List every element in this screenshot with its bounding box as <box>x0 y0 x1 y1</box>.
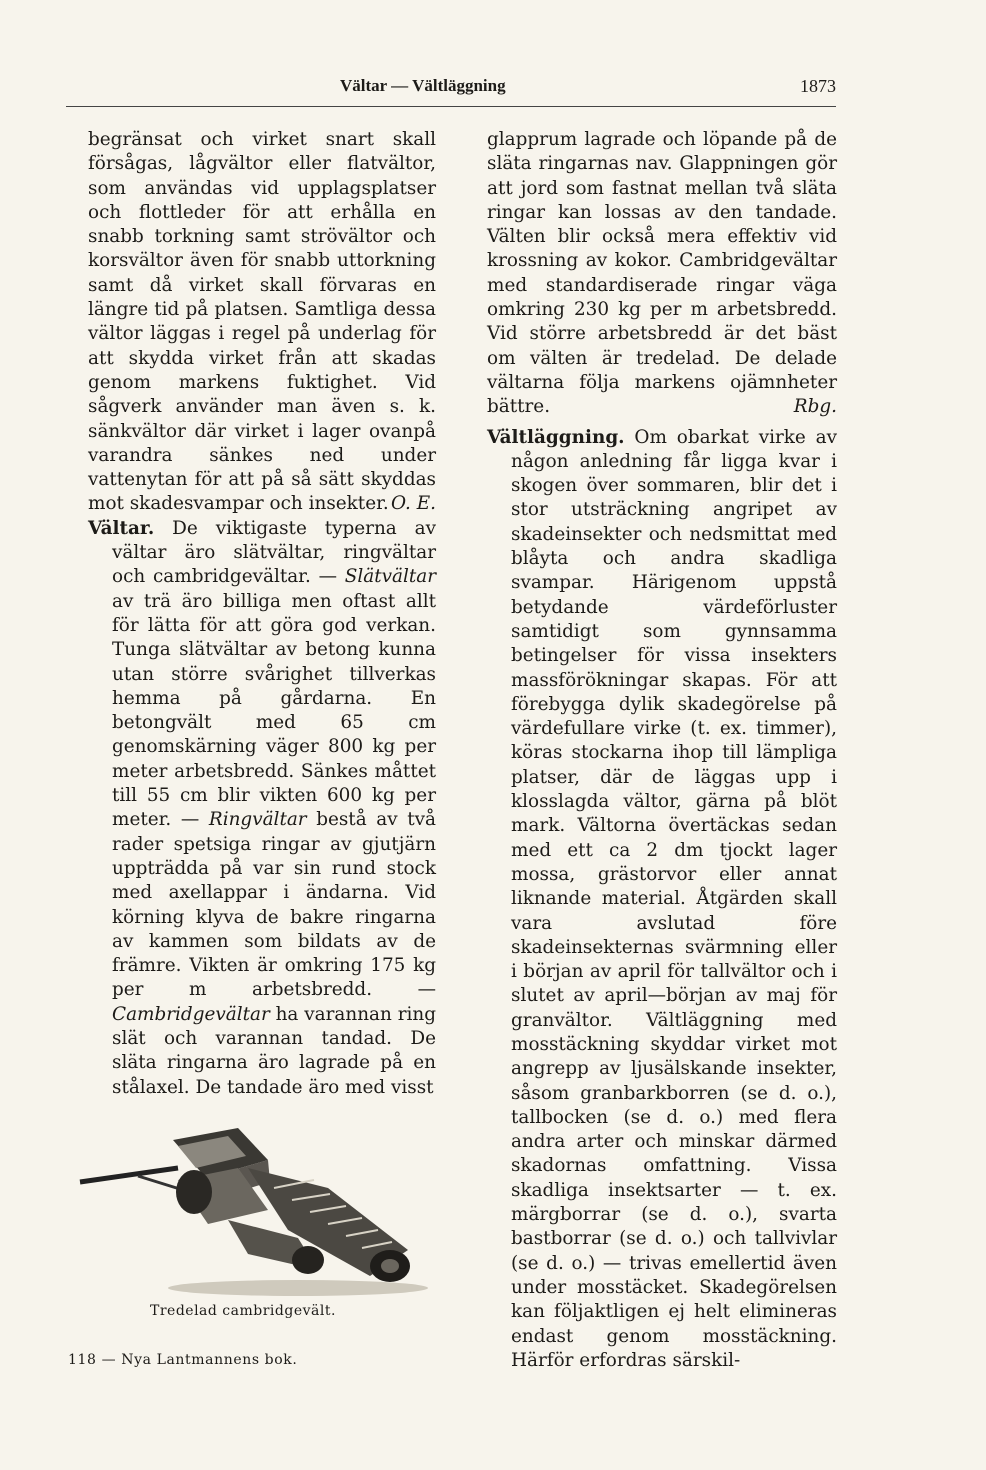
paragraph-text: glapprum lagrade och löpande på de släta ringarnas nav. Glappningen gör att jord som fastnat mellan två släta ringar kan lossas av den tandade. Välten blir också mera effektiv vid krossning av kokor. Cambridgevältar med standardiserade ringar väga omkring 230 kg per m arbetsbredd. Vid större arbetsbredd är det bäst om välten är tredelad. De delade vältarna följa markens ojämnheter bättre. <box>487 129 837 418</box>
paragraph-continued <box>88 128 436 517</box>
cambridge-roller-photo <box>78 1120 448 1300</box>
entry-heading: Vältläggning. <box>487 426 625 448</box>
entry-heading: Vältar. <box>88 517 155 539</box>
running-header <box>66 76 836 107</box>
term-ringvaltar: Ringvältar <box>208 809 307 831</box>
paragraph-text: begränsat och virket snart skall försågas, lågvältor eller flatvältor, som användas vid upplagsplatser och flottleder för att erhålla en snabb torkning samt strövältor och korsvältor även för snabb uttorkning samt då virket skall förvaras en längre tid på platsen. Samtliga dessa vältor läggas i regel på underlag för att skydda virket från att skadas genom markens fuktighet. Vid sågverk använder man även s. k. sänkvältor där virket i lager ovanpå varandra sänkes ned under vattenytan för att på så sätt skyddas mot skadesvampar och insekter. <box>88 129 436 515</box>
term-cambridgevaltar: Cambridgevältar <box>112 1003 270 1025</box>
page-number: 1873 <box>800 76 836 96</box>
entry-valtar <box>88 517 436 1100</box>
author-signature: O. E. <box>391 493 436 515</box>
entry-text: ha varannan ring slät och varannan tandad. De släta ringarna äro lagrade på en stålaxel. De tandade äro med visst <box>112 1003 436 1098</box>
entry-text: av trä äro billiga men oftast allt för lätta för att göra god verkan. Tunga slätvältar av betong kunna utan större svårighet tillverkas hemma på gårdarna. En betongvält med 65 cm genomskärning väger 800 kg per meter arbetsbredd. Sänkes måttet till 55 cm blir vikten 600 kg per meter. — <box>112 590 436 831</box>
author-signature: Rbg. <box>793 396 837 418</box>
entry-text: Om obarkat virke av någon anledning får ligga kvar i skogen över sommaren, blir det i stor utsträckning angripet av skadeinsekter och nedsmittat med blåyta och andra skadliga svampar. Härigenom uppstå betydande värdeförluster samtidigt som gynnsamma betingelser för vissa insekters massförökningar skapas. För att förebygga dylik skadegörelse på värdefullare virke (t. ex. timmer), köras stockarna ihop till lämpliga platser, där de läggas upp i klosslagda vältor, gärna på blöt mark. Vältorna övertäckas sedan med ett ca 2 dm tjockt lager mossa, grästorvor eller annat liknande material. Åtgärden skall vara avslutad före skadeinsekternas svärmning eller i början av april för tallvältor och i slutet av april—början av maj för granvältor. Vältläggning med mosstäckning skyddar virket mot angrepp av ljusälskande insekter, såsom granbarkborren (se d. o.), tallbocken (se d. o.) med flera andra arter och minskar därmed skadornas omfattning. Vissa skadliga insektsarter — t. ex. märgborrar (se d. o.), svarta bastborrar (se d. o.) och tallvivlar (se d. o.) — trivas emellertid även under mosstäcket. Skadegörelsen kan följaktligen ej helt elimineras endast genom mosstäckning. Härför erfordras särskil- <box>511 426 837 1371</box>
entry-text: bestå av två rader spetsiga ringar av gjutjärn uppträdda på var sin rund stock med axellappar i ändarna. Vid körning klyva de bakre ringarna av kammen som bildats av de främre. Vikten är omkring 175 kg per m arbetsbredd. — <box>112 809 437 1001</box>
paragraph-continued <box>487 128 837 420</box>
figure-caption: Tredelad cambridgevält. <box>150 1303 336 1319</box>
right-column <box>487 128 837 1373</box>
left-column <box>88 128 436 1100</box>
entry-valtlaggning <box>487 426 837 1374</box>
header-title: Vältar — Vältläggning <box>340 76 506 95</box>
entry-text: De viktigaste typerna av vältar äro slätvältar, ringvältar och cambridgevältar. — <box>112 517 436 588</box>
term-slatvaltar: Slätvältar <box>344 566 436 588</box>
page-footer: 118 — Nya Lantmannens bok. <box>68 1352 298 1368</box>
